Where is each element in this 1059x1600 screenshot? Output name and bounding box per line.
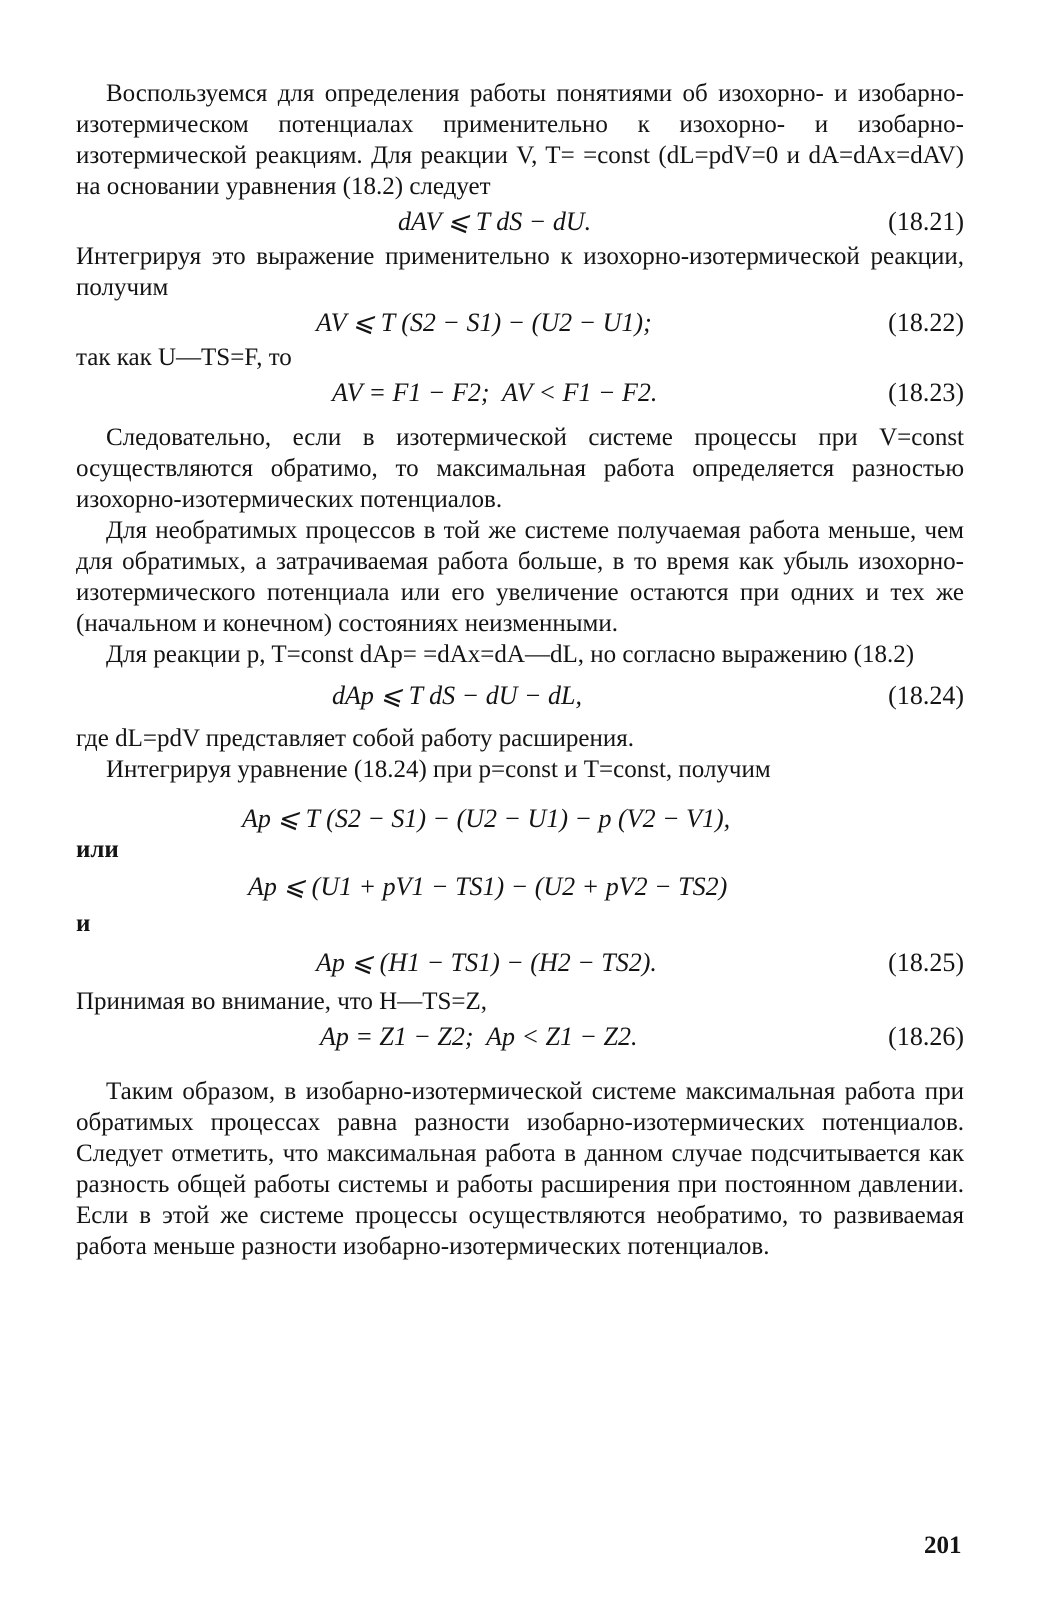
equation-number: (18.22) — [888, 308, 964, 337]
equation-number: (18.25) — [888, 948, 964, 977]
paragraph-irreversible: Для необратимых процессов в той же системе получаемая работа меньше, чем для обратимых, а затрачиваемая работа больше, в то время как убыль изохорно-изотермического потенциала или его увеличение остаются при одних и тех же (начальном и конечном) состояниях неизменными. — [76, 517, 964, 637]
equation-18-24 — [76, 680, 964, 711]
equation-number: (18.23) — [888, 378, 964, 407]
equation-formula: dAp ⩽ T dS − dU − dL, — [332, 681, 582, 710]
equation-formula: AV = F1 − F2; AV < F1 − F2. — [332, 378, 658, 407]
equation-number: (18.21) — [888, 207, 964, 236]
equation-18-21 — [76, 206, 964, 237]
paragraph-intro: Воспользуемся для определения работы понятиями об изохорно- и изобарно-изотермическом потенциалах применительно к изохорно- и изобарно-изотермической реакциям. Для реакции V, T= =const (dL=pdV=0 и dA=dAx=dAV) на основании уравнения (18.2) следует — [76, 80, 964, 200]
page-number: 201 — [924, 1532, 962, 1559]
equation-number: (18.26) — [888, 1022, 964, 1051]
paragraph-reaction-p-t: Для реакции p, T=const dAp= =dAx=dA—dL, но согласно выражению (18.2) — [106, 641, 915, 668]
paragraph-integrating: Интегрируя это выражение применительно к изохорно-изотермической реакции, получим — [76, 243, 964, 301]
equation-18-25 — [76, 947, 964, 978]
equation-formula: AV ⩽ T (S2 − S1) − (U2 − U1); — [316, 308, 652, 337]
paragraph-consequently: Следовательно, если в изотермической системе процессы при V=const осуществляются обратимо, то максимальная работа определяется разностью изохорно-изотермических потенциалов. — [76, 424, 964, 513]
equation-formula: dAV ⩽ T dS − dU. — [398, 207, 592, 236]
paragraph-integrating-eq: Интегрируя уравнение (18.24) при p=const и T=const, получим — [106, 756, 771, 783]
equation-18-22 — [76, 307, 964, 338]
paragraph-where: где dL=pdV представляет собой работу расширения. — [76, 725, 635, 752]
page-body — [76, 78, 964, 1578]
word-and: и — [76, 910, 91, 937]
equation-formula: Ap = Z1 − Z2; Ap < Z1 − Z2. — [320, 1022, 638, 1051]
paragraph-conclusion: Таким образом, в изобарно-изотермической системе максимальная работа при обратимых процессах равна разности изобарно-изотермических потенциалов. Следует отметить, что максимальная работа в данном случае подсчитывается как разность общей работы системы и работы расширения при постоянном давлении. Если в этой же системе процессы осуществляются необратимо, то развиваемая работа меньше разности изобарно-изотермических потенциалов. — [76, 1078, 964, 1260]
equation-18-26 — [76, 1021, 964, 1052]
equation-number: (18.24) — [888, 681, 964, 710]
word-or: или — [76, 836, 119, 863]
equation-18-23 — [76, 377, 964, 408]
paragraph-since: так как U—TS=F, то — [76, 344, 292, 371]
equation-expanded-2: Ap ⩽ (U1 + pV1 − TS1) − (U2 + pV2 − TS2) — [248, 872, 728, 901]
equation-expanded-1: Ap ⩽ T (S2 − S1) − (U2 − U1) − p (V2 − V1), — [242, 804, 731, 833]
paragraph-taking-into-account: Принимая во внимание, что H—TS=Z, — [76, 988, 487, 1015]
equation-formula: Ap ⩽ (H1 − TS1) − (H2 − TS2). — [316, 948, 657, 977]
